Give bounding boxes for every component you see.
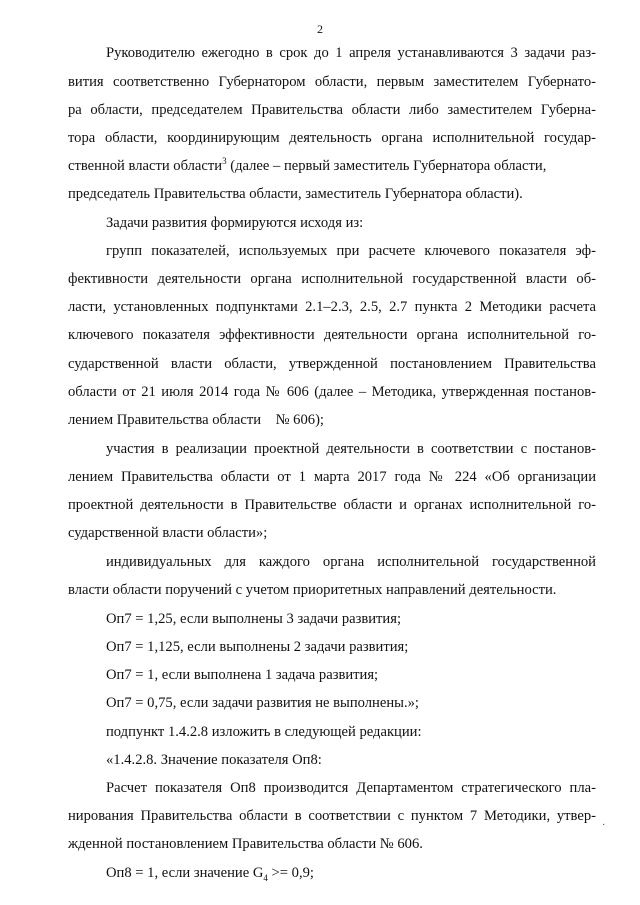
paragraph-line: Руководителю ежегодно в срок до 1 апреля устанавливаются 3 задачи раз- xyxy=(106,45,596,61)
paragraph-line: власти области поручений с учетом приоритетных направлений деятельности. xyxy=(68,582,557,598)
paragraph-line: индивидуальных для каждого органа исполнительной государственной xyxy=(106,554,596,570)
formula-line: Оп7 = 1, если выполнена 1 задача развития; xyxy=(106,667,379,683)
paragraph-line: лением Правительства области № 606); xyxy=(68,412,324,428)
paragraph-line: участия в реализации проектной деятельности в соответствии с постанов- xyxy=(106,441,596,457)
paragraph-line: проектной деятельности в Правительстве области и органах исполнительной го- xyxy=(68,497,596,513)
paragraph-line: лением Правительства области от 1 марта 2017 года № 224 «Об организации xyxy=(68,469,596,485)
paragraph-line: ра области, председателем Правительства области либо заместителем Губерна- xyxy=(68,102,596,118)
formula-line: Оп7 = 1,125, если выполнены 2 задачи развития; xyxy=(106,639,409,655)
formula-text: Оп8 = 1, если значение G xyxy=(106,865,264,881)
paragraph-line: Задачи развития формируются исходя из: xyxy=(106,215,364,231)
paragraph-line: подпункт 1.4.2.8 изложить в следующей редакции: xyxy=(106,724,422,740)
paragraph-text: (далее – первый заместитель Губернатора области, xyxy=(226,158,547,174)
footnote-reference: 3 xyxy=(222,156,227,167)
formula-line: Оп7 = 1,25, если выполнены 3 задачи развития; xyxy=(106,611,402,627)
subscript-index: 4 xyxy=(263,872,268,883)
paragraph-line: ласти, установленных подпунктами 2.1–2.3, 2.5, 2.7 пункта 2 Методики расчета xyxy=(68,299,596,315)
paragraph-line: вития соответственно Губернатором области, первым заместителем Губернато- xyxy=(68,74,596,90)
paragraph-line: нирования Правительства области в соответствии с пунктом 7 Методики, утвер- xyxy=(68,808,596,824)
scan-speck: · xyxy=(602,820,606,831)
paragraph-line: сударственной власти области»; xyxy=(68,525,268,541)
paragraph-line: фективности деятельности органа исполнительной государственной власти об- xyxy=(68,271,596,287)
paragraph-line: тора области, координирующим деятельность органа исполнительной государ- xyxy=(68,130,596,146)
section-heading: «1.4.2.8. Значение показателя Оп8: xyxy=(106,752,322,768)
paragraph-line: области от 21 июля 2014 года № 606 (далее – Методика, утвержденная постанов- xyxy=(68,384,596,400)
paragraph-text: ственной власти области xyxy=(68,158,223,174)
formula-text: >= 0,9; xyxy=(267,865,314,881)
paragraph-line: групп показателей, используемых при расчете ключевого показателя эф- xyxy=(106,243,596,259)
paragraph-line: Расчет показателя Оп8 производится Департаментом стратегического пла- xyxy=(106,780,596,796)
formula-line xyxy=(106,864,596,882)
formula-line: Оп7 = 0,75, если задачи развития не выполнены.»; xyxy=(106,695,419,711)
page-number: 2 xyxy=(317,22,323,36)
paragraph-line: сударственной власти области, утвержденной постановлением Правительства xyxy=(68,356,596,372)
paragraph-line: ключевого показателя эффективности деятельности органа исполнительной го- xyxy=(68,327,596,343)
paragraph-line xyxy=(68,157,596,175)
paragraph-line: жденной постановлением Правительства области № 606. xyxy=(68,836,423,852)
paragraph-line: председатель Правительства области, заместитель Губернатора области). xyxy=(68,186,523,202)
